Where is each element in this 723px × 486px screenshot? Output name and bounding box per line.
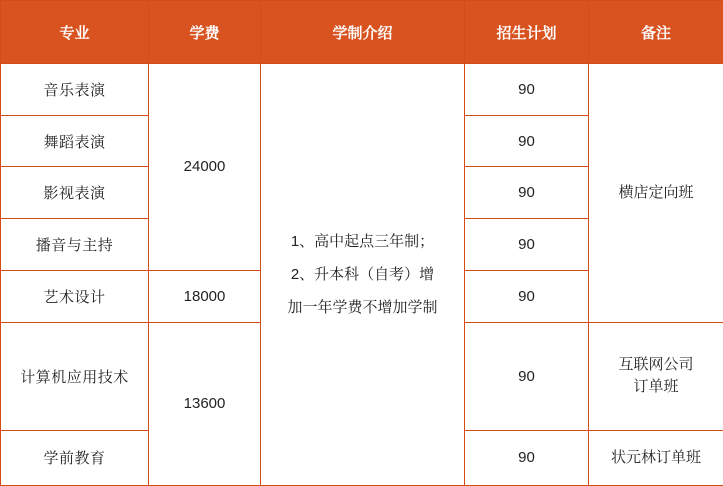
remark-line-1: 横店定向班 <box>618 183 694 201</box>
major-name: 舞蹈表演 <box>1 115 149 167</box>
tuition-fee: 13600 <box>149 322 261 485</box>
header-system: 学制介绍 <box>261 1 465 64</box>
major-name: 计算机应用技术 <box>1 322 149 430</box>
header-major: 专业 <box>1 1 149 64</box>
system-intro-line-1: 1、高中起点三年制； <box>290 233 435 250</box>
major-name: 播音与主持 <box>1 219 149 271</box>
major-name: 学前教育 <box>1 430 149 485</box>
enrollment-plan: 90 <box>465 430 589 485</box>
table-header <box>1 1 723 64</box>
enrollment-plan: 90 <box>465 167 589 219</box>
tuition-fee: 18000 <box>149 270 261 322</box>
header-plan: 招生计划 <box>465 1 589 64</box>
table-body <box>1 64 723 486</box>
table-header-row <box>1 1 723 64</box>
system-intro <box>261 64 465 486</box>
remark <box>589 64 723 323</box>
system-intro-line-3: 加一年学费不增加学制 <box>287 299 438 316</box>
remark-line-1: 互联网公司 <box>618 355 694 373</box>
remark <box>589 430 723 485</box>
remark <box>589 322 723 430</box>
major-name: 艺术设计 <box>1 270 149 322</box>
table-row <box>1 64 723 116</box>
major-name: 影视表演 <box>1 167 149 219</box>
remark-line-1: 状元林订单班 <box>610 448 701 466</box>
enrollment-plan: 90 <box>465 322 589 430</box>
header-remark: 备注 <box>589 1 723 64</box>
remark-line-2: 订单班 <box>633 378 679 396</box>
system-intro-line-2: 2、升本科（自考）增 <box>290 266 435 283</box>
enrollment-plan: 90 <box>465 115 589 167</box>
tuition-fee: 24000 <box>149 64 261 271</box>
enrollment-plan: 90 <box>465 64 589 116</box>
enrollment-plan: 90 <box>465 270 589 322</box>
header-fee: 学费 <box>149 1 261 64</box>
major-name: 音乐表演 <box>1 64 149 116</box>
enrollment-plan: 90 <box>465 219 589 271</box>
